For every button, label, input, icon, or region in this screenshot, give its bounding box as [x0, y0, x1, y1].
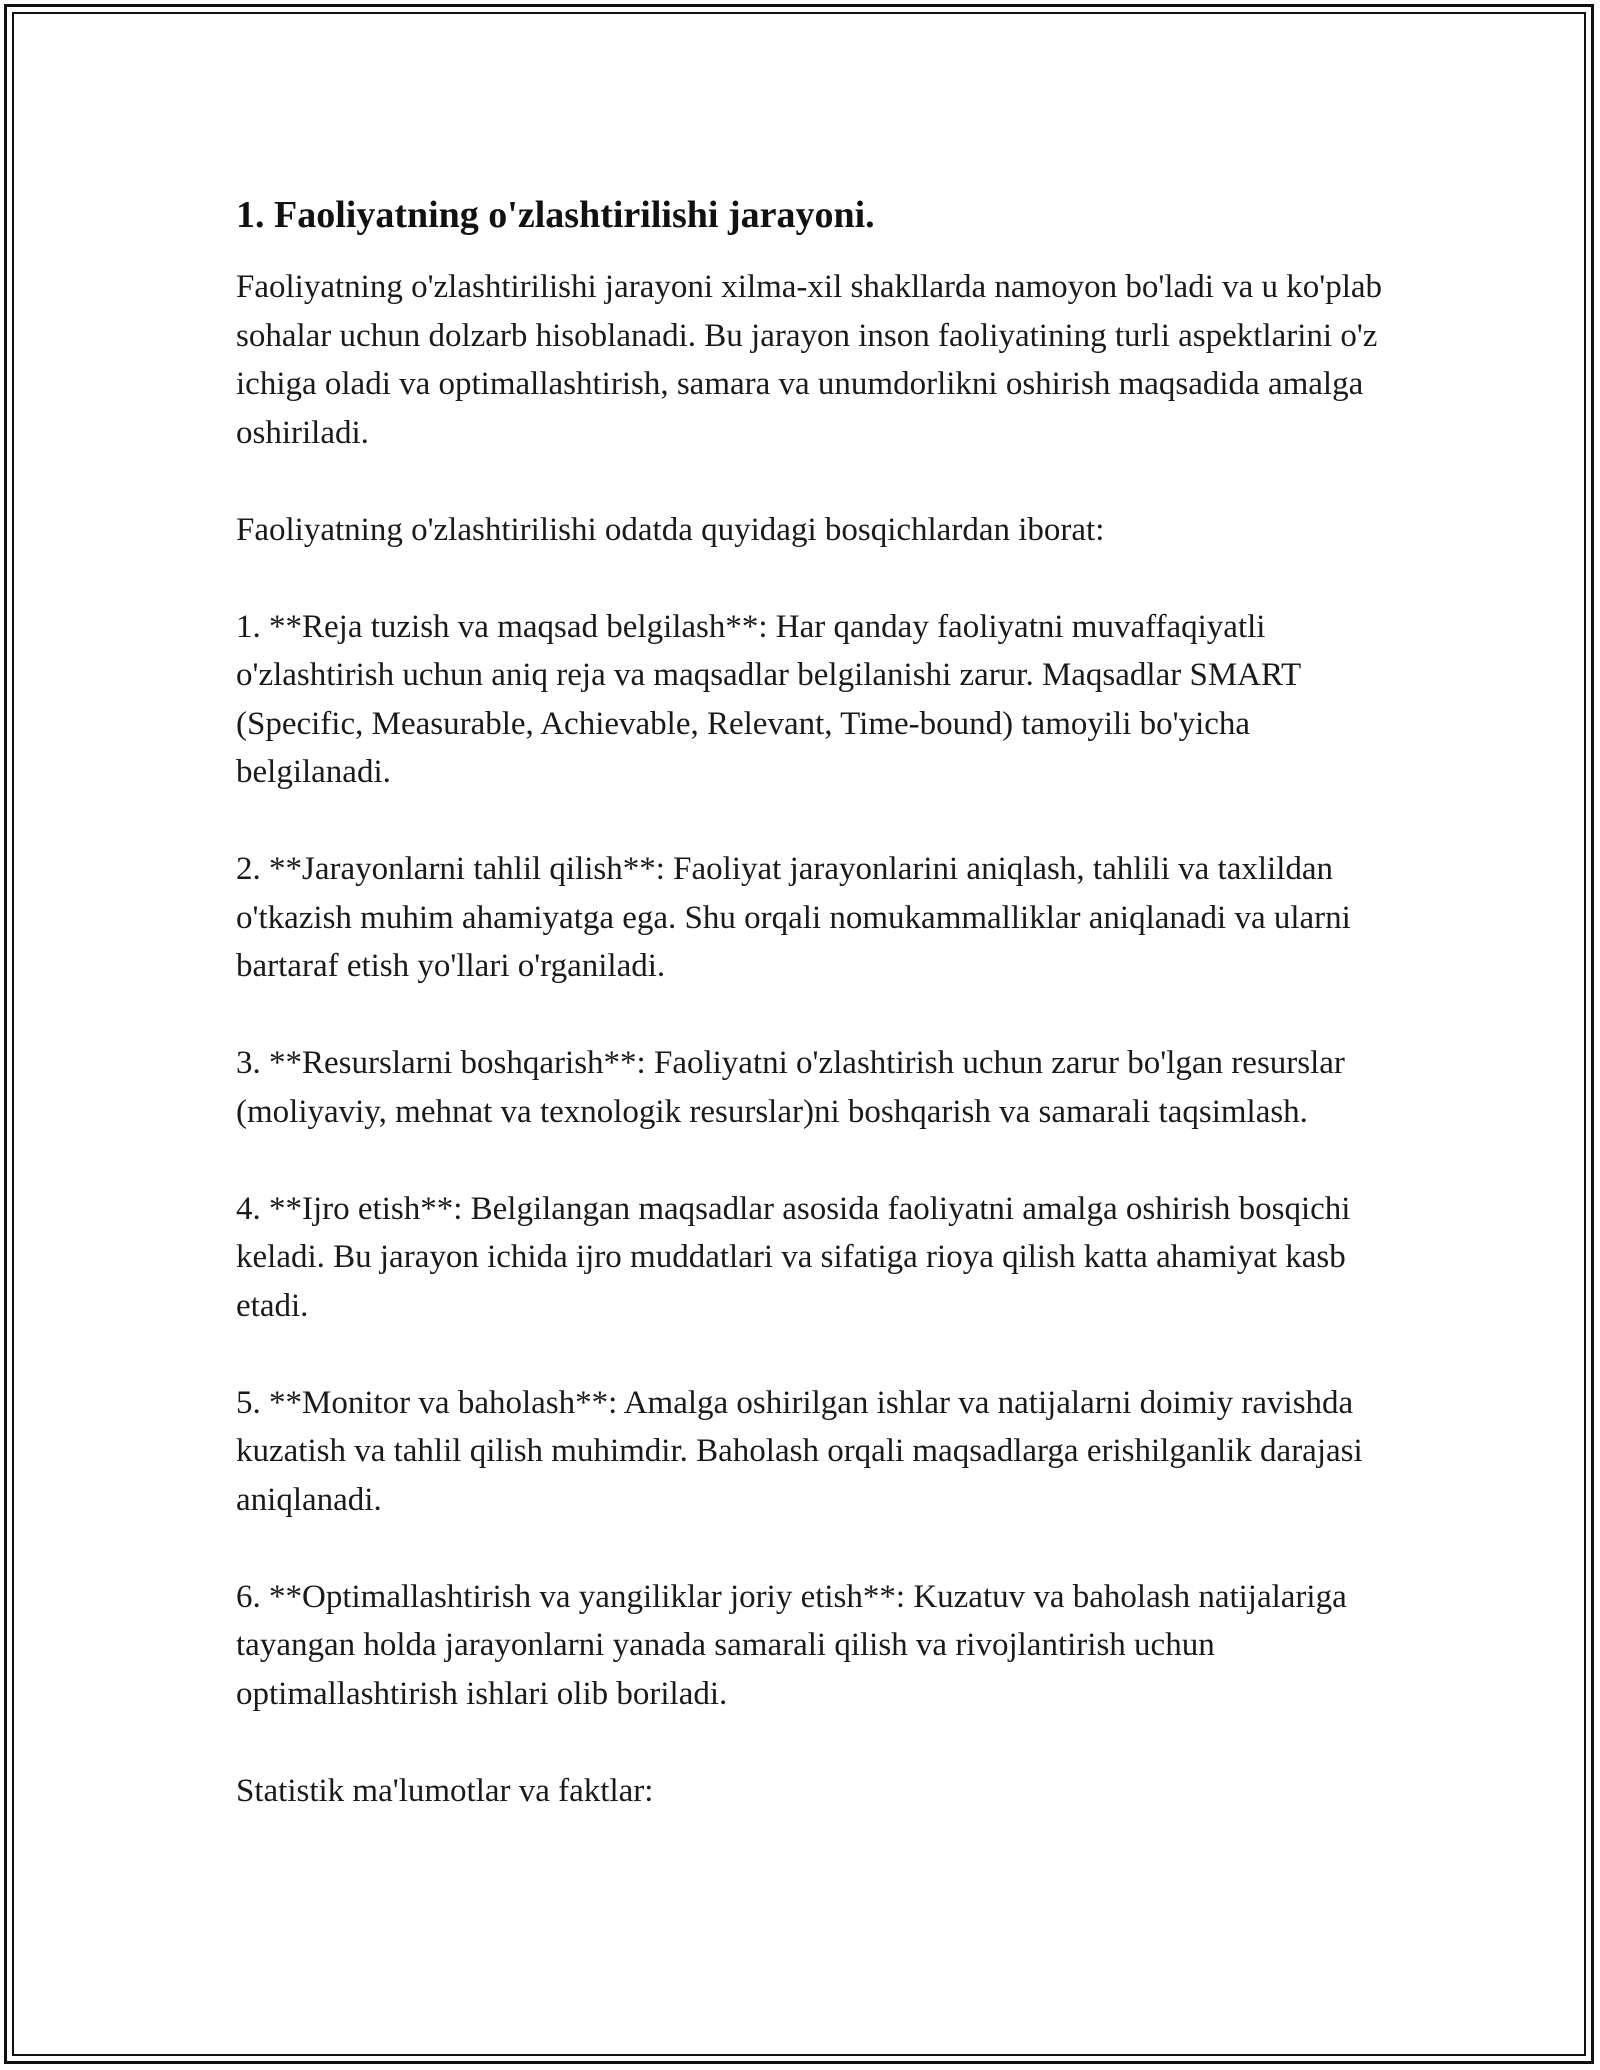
section-title: 1. Faoliyatning o'zlashtirilishi jarayoni. — [236, 194, 875, 236]
list-item-process-analysis: 2. **Jarayonlarni tahlil qilish**: Faoliyat jarayonlarini aniqlash, tahlili va taxlildan o'tkazish muhim ahamiyatga ega. Shu orqali nomukammalliklar aniqlanadi va ularni bartaraf etish yo'llari o'rganiladi. — [236, 851, 1351, 984]
list-item-planning: 1. **Reja tuzish va maqsad belgilash**: Har qanday faoliyatni muvaffaqiyatli o'zlashtirish uchun aniq reja va maqsadlar belgilanishi zarur. Maqsadlar SMART (Specific, Measurable, Achievable, Relevant, Time-bound) tamoyili bo'yicha belgilanadi. — [236, 608, 1301, 790]
list-item-monitoring: 5. **Monitor va baholash**: Amalga oshirilgan ishlar va natijalarni doimiy ravishda kuzatish va tahlil qilish muhimdir. Baholash orqali maqsadlarga erishilganlik darajasi aniqlanadi. — [236, 1384, 1363, 1518]
list-item-resource-management: 3. **Resurslarni boshqarish**: Faoliyatni o'zlashtirish uchun zarur bo'lgan resurslar (moliyaviy, mehnat va texnologik resurslar)ni boshqarish va samarali taqsimlash. — [236, 1045, 1345, 1130]
list-item-execution: 4. **Ijro etish**: Belgilangan maqsadlar asosida faoliyatni amalga oshirish bosqichi keladi. Bu jarayon ichida ijro muddatlari va sifatiga rioya qilish katta ahamiyat kasb etadi. — [236, 1190, 1351, 1324]
paragraph-statistics-lead: Statistik ma'lumotlar va faktlar: — [236, 1772, 654, 1809]
document-page — [236, 185, 1386, 1815]
list-item-optimization: 6. **Optimallashtirish va yangiliklar joriy etish**: Kuzatuv va baholash natijalariga tayangan holda jarayonlarni yanada samarali qilish va rivojlantirish uchun optimallashtirish ishlari olib boriladi. — [236, 1578, 1347, 1712]
paragraph-stages-lead: Faoliyatning o'zlashtirilishi odatda quyidagi bosqichlardan iborat: — [236, 511, 1105, 548]
paragraph-intro: Faoliyatning o'zlashtirilishi jarayoni xilma-xil shakllarda namoyon bo'ladi va u ko'plab sohalar uchun dolzarb hisoblanadi. Bu jarayon inson faoliyatining turli aspektlarini o'z ichiga oladi va optimallashtirish, samara va unumdorlikni oshirish maqsadida amalga oshiriladi. — [236, 269, 1383, 451]
